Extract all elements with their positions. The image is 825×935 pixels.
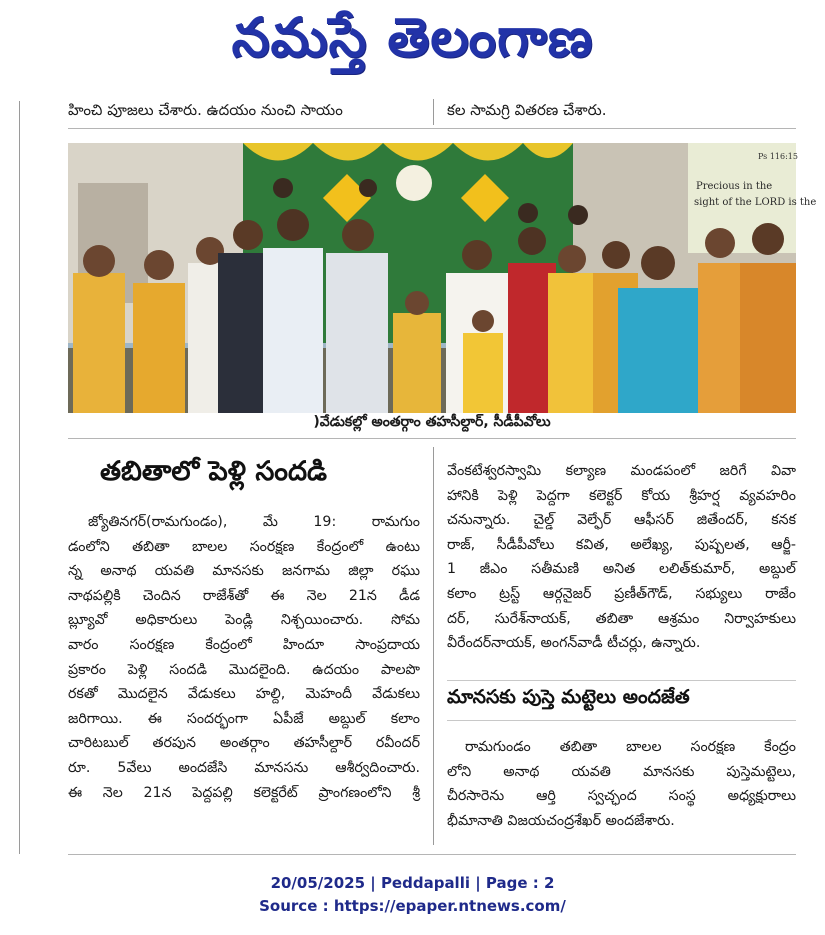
sub-body-line: రామగుండం తబితా బాలల సంరక్షణ కేంద్రం [465, 739, 796, 755]
article-headline: తబితాలో పెళ్లి సందడి [100, 456, 328, 487]
body-left-line: జరిగాయి. ఈ సందర్భంగా ఏపీజే అబ్దుల్ కలాం [68, 710, 420, 727]
banner-text-line-2: sight of the LORD is the [694, 197, 817, 208]
sub-body-line: భీమానాతి విజయచంద్రశేఖర్ అందజేశారు. [447, 812, 675, 829]
article-column-divider [433, 447, 434, 845]
top-strip-right-text: కల సామగ్రి వితరణ చేశారు. [447, 101, 607, 119]
top-strip-left-text: హించి పూజలు చేశారు. ఉదయం నుంచి సాయం [68, 101, 343, 119]
body-right-line: చనున్నారు. చైల్డ్ వెల్ఫేర్ ఆఫీసర్ జితేందర్, కనక [447, 512, 796, 529]
body-left-line: ఈ నెల 21న పెద్దపల్లి కలెక్టరేట్ ప్రాంగణంలోని శ్రీ [68, 784, 420, 801]
body-left-line: బ్ల్యూవో అధికారులు పెండ్లి నిశ్చయించారు. సోమ [68, 612, 420, 629]
body-left-line: జ్యోతినగర్(రామగుండం), మే 19: రామగుం [88, 514, 420, 530]
sub-article-body [447, 735, 796, 833]
body-right-line: దర్, సురేశ్‌నాయక్, తబితా ఆశ్రమం నిర్వాహకులు [447, 610, 796, 627]
bottom-divider [68, 854, 796, 855]
body-left-line: నాథపల్లికి చెందిన రాజేశ్‌తో ఈ నెల 21న డీడ [68, 587, 420, 604]
banner-text-line-1: Precious in the [696, 181, 773, 192]
body-left-line: న్న అనాథ యవతి మానసకు జనగామ జిల్లా రఘు [68, 563, 420, 580]
footer-source-link[interactable]: Source : https://epaper.ntnews.com/ [259, 897, 566, 915]
top-strip-column-divider [433, 99, 434, 125]
body-left-line: రకతో మొదలైన వేడుకలు హల్ది, మెహందీ వేడుకలు [68, 686, 420, 703]
top-strip-divider [68, 128, 796, 129]
sub-article-top-divider [447, 680, 796, 681]
body-left-line: చారిటబుల్ తరపున అంతర్గాం తహసీల్దార్ రవీందర్ [68, 735, 420, 752]
sub-body-line: చీరసారెను ఆర్తి స్వచ్ఛంద సంస్థ అధ్యక్షురాలు [447, 788, 796, 805]
event-photo [68, 143, 817, 413]
body-left-line: వారం సంరక్షణ కేంద్రంలో హిందూ సాంప్రదాయ [68, 636, 420, 653]
body-right-line: 1 జీఎం సతీమణి అనిత లలిత్‌కుమార్, అబ్దుల్ [447, 561, 796, 578]
sub-article-headline: మానసకు పుస్తె మట్టెలు అందజేత [447, 686, 690, 708]
article-body-right [447, 459, 796, 656]
body-left-line: డంలోని తబితా బాలల సంరక్షణ కేంద్రంలో ఉంటు [68, 538, 420, 555]
body-right-line: కలాం ట్రస్ట్ ఆర్గనైజర్ ప్రణీత్‌గౌడ్, సభ్యులు రాజేం [447, 585, 796, 602]
body-right-line: హానికి పెళ్లి పెద్దగా కలెక్టర్ కోయ శ్రీహర్ష వ్యవహరిం [447, 487, 796, 504]
caption-divider [68, 438, 796, 439]
body-right-line: రాజ్, సీడీపీవోలు కవిత, అలేఖ్య, పుష్పలత, ఆర్జీ- [447, 536, 796, 553]
article-body-left [68, 510, 420, 805]
sub-body-line: లోని అనాథ యవతి మానసకు పుస్తెమట్టెలు, [447, 763, 796, 780]
masthead-title: నమస్తే తెలంగాణ [231, 6, 594, 69]
body-right-line: వేంకటేశ్వరస్వామి కల్యాణ మండపంలో జరిగే వివా [447, 463, 796, 479]
photo-caption: )వేడుకల్లో అంతర్గాం తహసీల్దార్, సీడీపీవోలు [313, 414, 551, 430]
footer-date-edition: 20/05/2025 | Peddapalli | Page : 2 [270, 874, 555, 892]
body-left-line: రూ. 5వేలు అందజేసి మానసను ఆశీర్వదించారు. [68, 759, 420, 776]
sub-article-headline-divider [447, 720, 796, 721]
body-left-line: ప్రకారం పెళ్లి సందడి మొదలైంది. ఉదయం పాలపొ [68, 661, 420, 678]
left-border [19, 101, 20, 854]
banner-tag-text: Ps 116:15 [758, 152, 798, 161]
body-right-line: వీరేందర్‌నాయక్, అంగన్‌వాడీ టీచర్లు, ఉన్నారు. [447, 635, 701, 652]
